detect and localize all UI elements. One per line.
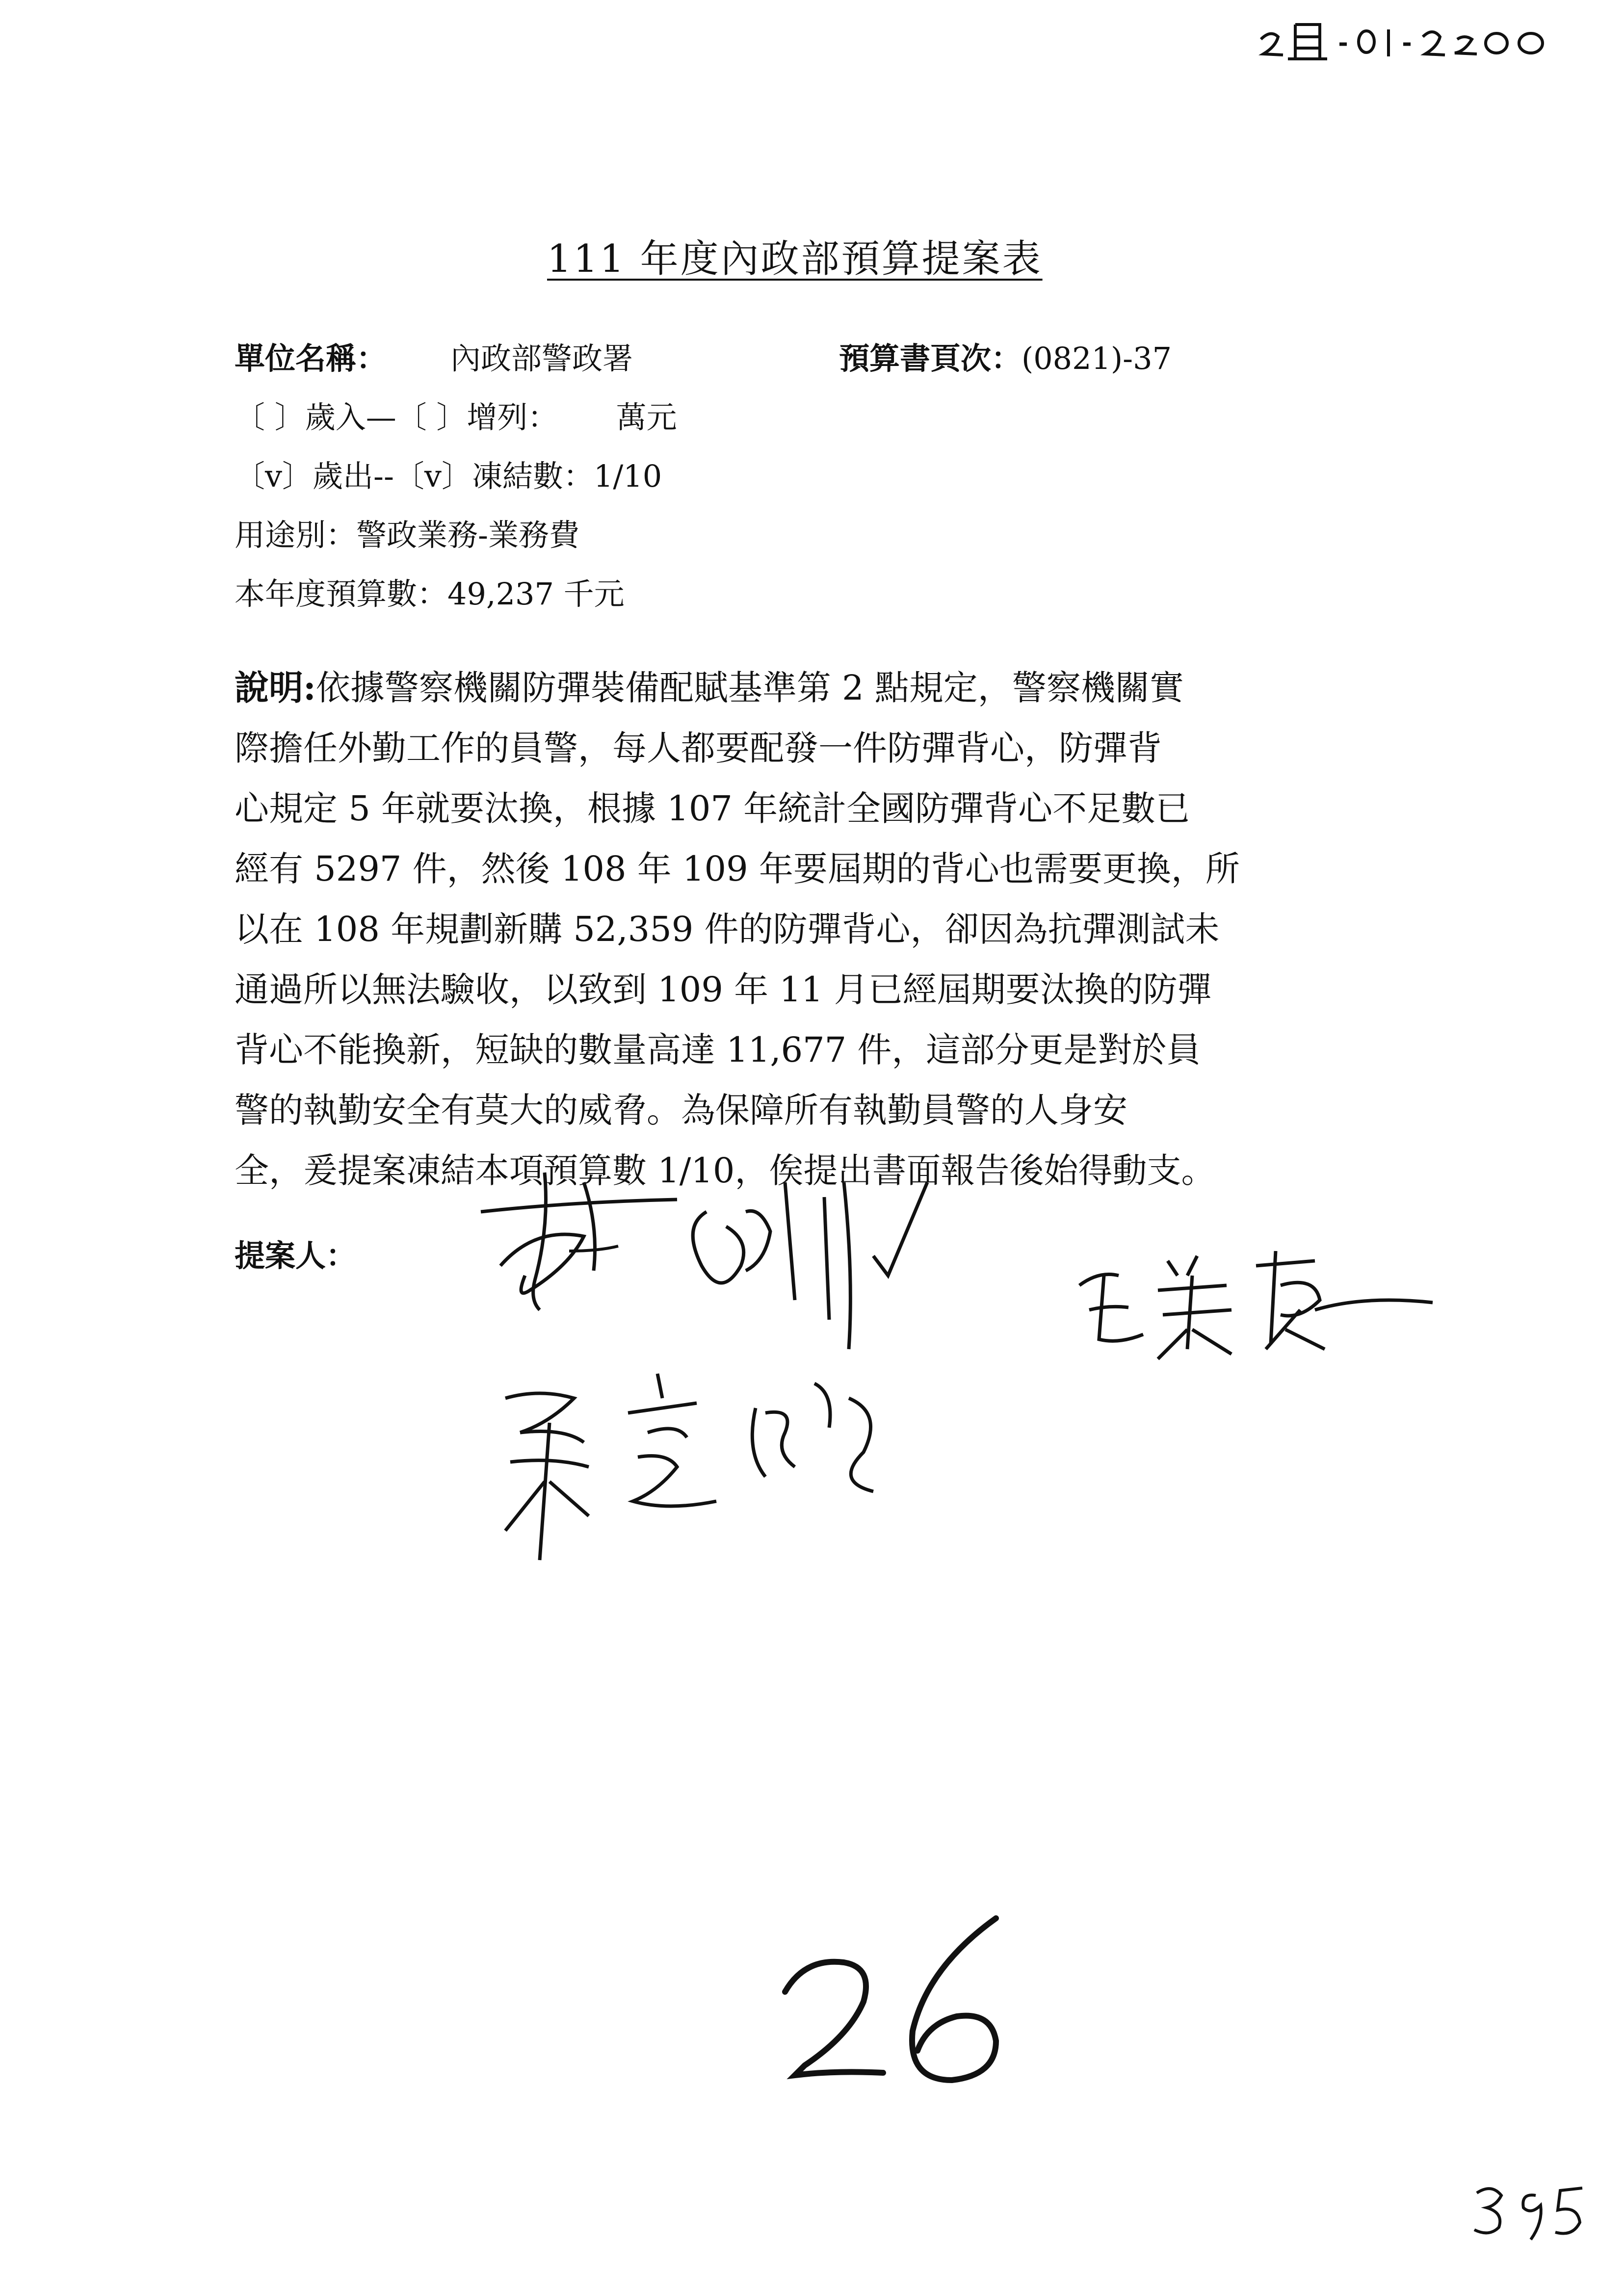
unit-label: 單位名稱： xyxy=(235,340,387,376)
explanation-line: 說明:依據警察機關防彈裝備配賦基準第 2 點規定，警察機關實 xyxy=(235,667,1184,708)
signature-2 xyxy=(1070,1212,1442,1379)
signature-3 xyxy=(491,1354,942,1570)
budget-page-label: 預算書頁次： xyxy=(839,340,1022,376)
explanation-line: 通過所以無法驗收，以致到 109 年 11 月已經屆期要汰換的防彈 xyxy=(235,969,1212,1010)
explanation-line: 心規定 5 年就要汰換，根據 107 年統計全國防彈背心不足數已 xyxy=(235,788,1190,829)
expenditure-line: 〔v〕歲出--〔v〕凍結數：1/10 xyxy=(235,458,662,494)
unit-row xyxy=(235,340,633,376)
budget-page-row xyxy=(839,340,1172,376)
budget-page-value: (0821)-37 xyxy=(1022,340,1172,376)
explanation-block xyxy=(235,657,1437,1201)
handwritten-number xyxy=(765,1908,1021,2114)
proposer-label: 提案人： xyxy=(235,1238,357,1274)
form-title: 111 年度內政部預算提案表 xyxy=(547,237,1043,281)
explanation-line: 全，爰提案凍結本項預算數 1/10，俟提出書面報告後始得動支。 xyxy=(235,1150,1216,1191)
explanation-line: 經有 5297 件，然後 108 年 109 年要屆期的背心也需要更換，所 xyxy=(235,849,1240,889)
page-number xyxy=(1467,2173,1595,2247)
use-category-line: 用途別：警政業務-業務費 xyxy=(235,517,579,553)
explanation-line: 以在 108 年規劃新購 52,359 件的防彈背心，卻因為抗彈測試未 xyxy=(235,909,1220,949)
revenue-line: 〔 〕歲入—〔 〕增列： 萬元 xyxy=(235,399,677,435)
signature-1 xyxy=(471,1153,1070,1359)
explanation-line: 際擔任外勤工作的員警，每人都要配發一件防彈背心，防彈背 xyxy=(235,728,1162,768)
explanation-label: 說明: xyxy=(235,667,316,708)
explanation-line: 背心不能換新，短缺的數量高達 11,677 件，這部分更是對於員 xyxy=(235,1030,1201,1070)
explanation-line: 警的執勤安全有莫大的威脅。為保障所有執勤員警的人身安 xyxy=(235,1090,1127,1130)
handwritten-date xyxy=(1241,10,1575,69)
budget-amount-line: 本年度預算數：49,237 千元 xyxy=(235,576,625,612)
unit-value: 內政部警政署 xyxy=(450,340,633,376)
